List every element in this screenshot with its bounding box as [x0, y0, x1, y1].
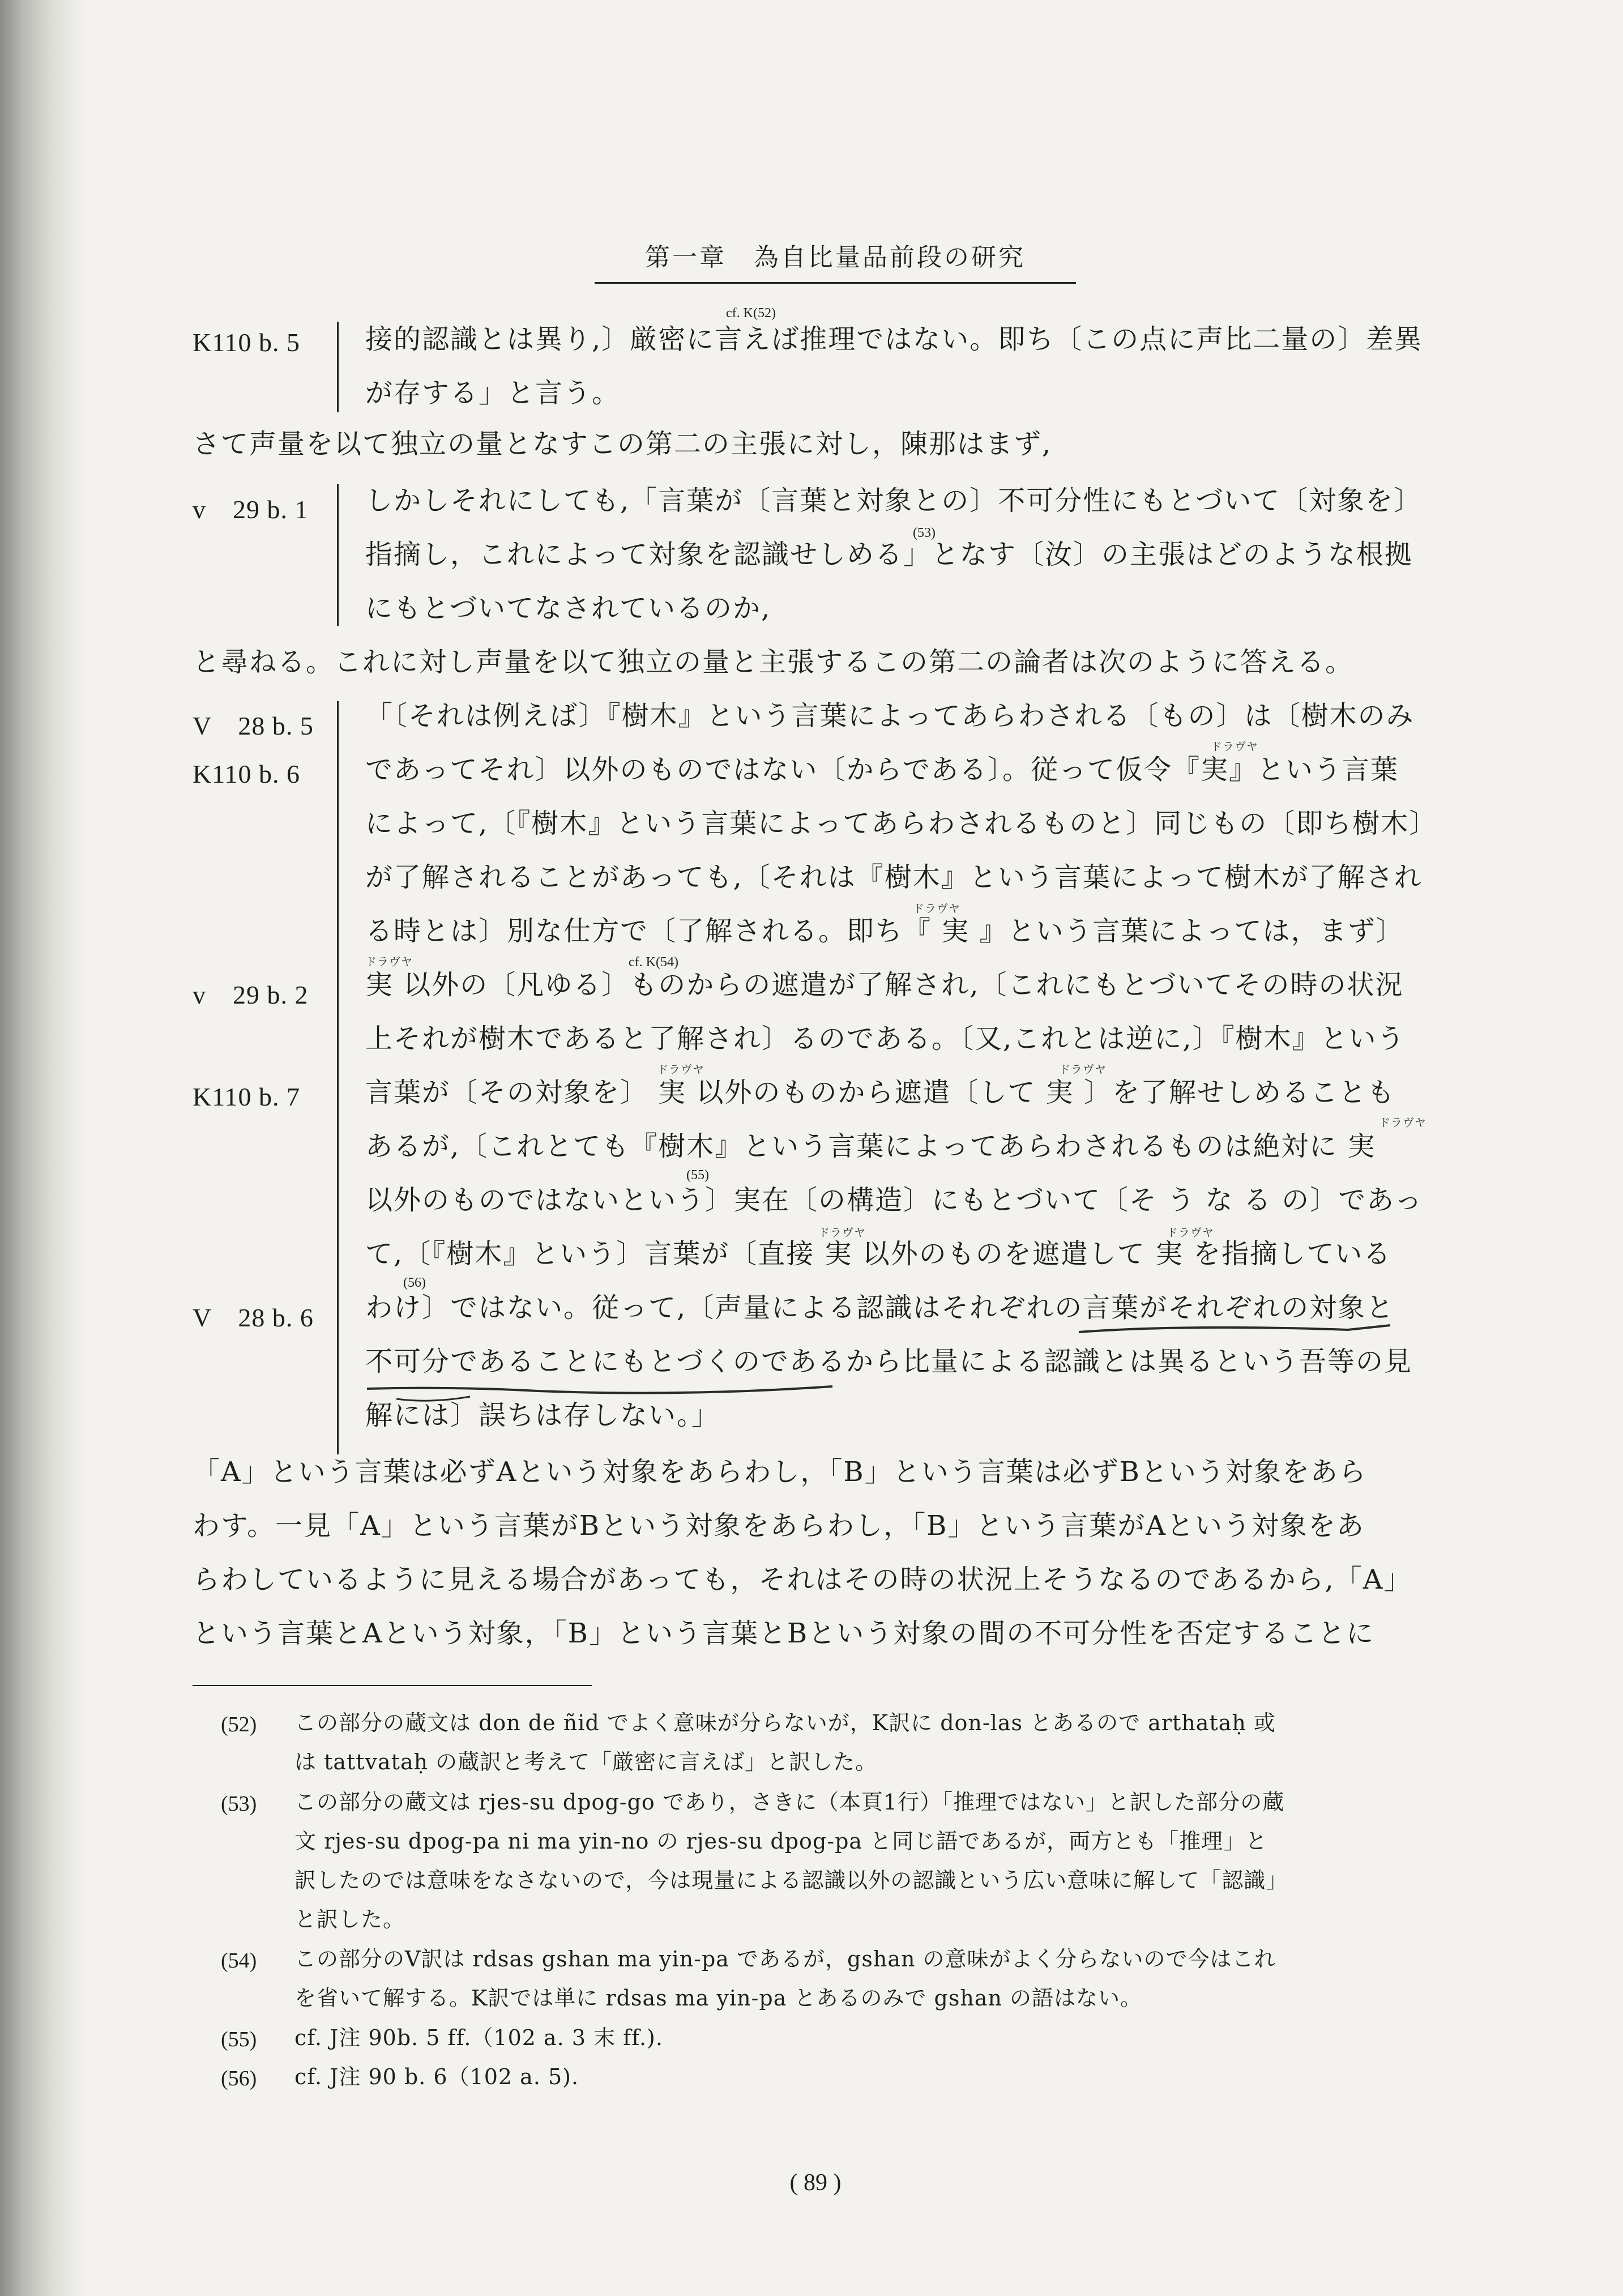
footnote-53-line-2: 文 rjes-su dpog-pa ni ma yin-no の rjes-su dpog-pa と同じ語であるが，両方とも「推理」と — [294, 1829, 1268, 1854]
footnote-56-number: (56) — [221, 2067, 257, 2090]
ref-v28-b6: V 28 b. 6 — [193, 1303, 314, 1332]
footnote-53-line-3: 訳したのでは意味をなさないので，今は現量による認識以外の認識という広い意味に解して「認識」 — [294, 1868, 1288, 1893]
quote-3-line-4: が了解されることがあっても,〔それは『樹木』という言葉によって樹木が了解され — [365, 861, 1423, 893]
ruby-dravya-8: ドラヴヤ — [1167, 1226, 1214, 1239]
paragraph-3-line-3: らわしているように見える場合があっても，それはその時の状況上そうなるのであるから,「A」 — [193, 1564, 1412, 1595]
footnote-55-number: (55) — [221, 2028, 257, 2051]
ruby-dravya-4: ドラヴヤ — [657, 1062, 704, 1076]
page-number: ( 89 ) — [789, 2170, 842, 2196]
ref-k110-b5: K110 b. 5 — [193, 328, 301, 357]
quote-2-line-1: しかしそれにしても,「言葉が〔言葉と対象との〕不可分性にもとづいて〔対象を〕 — [365, 485, 1423, 517]
quote-3-line-11: て,〔『樹木』という〕言葉が〔直接 実 以外のものを遮遣して 実 を指摘している — [365, 1238, 1392, 1270]
footnote-53-line-1: この部分の蔵文は rjes-su dpog-go であり，さきに（本頁1行）「推理ではない」と訳した部分の蔵 — [294, 1790, 1285, 1815]
quote-3-line-8: 言葉が〔その対象を〕 実 以外のものから遮遣〔して 実 〕を了解せしめることも — [365, 1077, 1396, 1108]
quote-3-line-1: 「〔それは例えば〕『樹木』という言葉によってあらわされる〔もの〕は〔樹木のみ — [365, 700, 1415, 732]
footnote-ref-55: (55) — [686, 1168, 709, 1183]
footnote-53-line-4: と訳した。 — [294, 1907, 405, 1932]
quote-2-line-3: にもとづいてなされているのか, — [365, 592, 771, 624]
paragraph-1: さて声量を以て独立の量となすこの第二の主張に対し，陳那はまず, — [193, 428, 1052, 460]
paragraph-3-line-4: という言葉とAという対象，「B」という言葉とBという対象の間の不可分性を否定することに — [193, 1618, 1375, 1649]
footnote-54-line-1: この部分のV訳は rdsas gshan ma yin-pa であるが，gshan の意味がよく分らないので今はこれ — [294, 1947, 1276, 1971]
footnote-52-line-1: この部分の蔵文は don de ñid でよく意味が分らないが，K訳に don-las とあるので arthataḥ 或 — [294, 1710, 1276, 1735]
running-header: 第一章 為自比量品前段の研究 — [595, 237, 1076, 284]
quote-bar-3 — [337, 701, 339, 1454]
footnote-53-number: (53) — [221, 1792, 257, 1816]
quote-bar-2 — [337, 484, 339, 626]
quote-1-line-1: 接的認識とは異り,〕厳密に言えば推理ではない。即ち〔この点に声比二量の〕差異 — [365, 323, 1423, 355]
quote-3-line-12: わけ〕ではない。従って,〔声量による認識はそれぞれの言葉がそれぞれの対象と — [365, 1292, 1395, 1324]
footnote-separator — [193, 1685, 592, 1686]
ruby-dravya-7: ドラヴヤ — [818, 1226, 866, 1239]
ref-k110-b7: K110 b. 7 — [193, 1082, 301, 1111]
quote-2-line-2: 指摘し，これによって対象を認識せしめる」となす〔汝〕の主張はどのような根拠 — [365, 539, 1413, 570]
ruby-dravya-1: ドラヴヤ — [1211, 740, 1258, 753]
footnote-54-line-2: を省いて解する。K訳では単に rdsas ma yin-pa とあるのみで gshan の語はない。 — [294, 1986, 1143, 2011]
quote-1-line-2: が存する」と言う。 — [365, 377, 621, 409]
quote-bar-1 — [337, 322, 339, 412]
ruby-dravya-5: ドラヴヤ — [1059, 1062, 1107, 1076]
paragraph-2: と尋ねる。これに対し声量を以て独立の量と主張するこの第二の論者は次のように答える。 — [193, 646, 1354, 678]
ruby-dravya-2: ドラヴヤ — [913, 902, 960, 915]
footnote-54-number: (54) — [221, 1949, 257, 1973]
ref-v28-b5: V 28 b. 5 — [193, 711, 314, 740]
paragraph-3-line-1: 「A」という言葉は必ずAという対象をあらわし，「B」という言葉は必ずBという対象をあら — [193, 1456, 1367, 1488]
quote-3-line-2: であってそれ〕以外のものではない〔からである〕。従って仮令『実』という言葉 — [365, 754, 1399, 786]
quote-3-line-9: あるが,〔これとても『樹木』という言葉によってあらわされるものは絶対に 実 — [365, 1130, 1376, 1162]
quote-3-line-5: る時とは〕別な仕方で〔了解される。即ち『 実 』という言葉によっては，まず〕 — [365, 915, 1404, 947]
cf-note-54: cf. K(54) — [629, 955, 678, 970]
ruby-dravya-6: ドラヴヤ — [1379, 1116, 1426, 1129]
quote-3-line-6: 実 以外の〔凡ゆる〕ものからの遮遣が了解され,〔これにもとづいてその時の状況 — [365, 969, 1404, 1001]
quote-3-line-10: 以外のものではないという〕実在〔の構造〕にもとづいて〔そ う な る の〕であっ — [365, 1184, 1423, 1216]
ref-v29-b1: v 29 b. 1 — [193, 495, 309, 524]
quote-3-line-3: によって,〔『樹木』という言葉によってあらわされるものと〕同じもの〔即ち樹木〕 — [365, 808, 1438, 839]
quote-3-line-14: 解には〕誤ちは存しない。」 — [365, 1399, 720, 1431]
footnote-ref-56: (56) — [403, 1275, 426, 1290]
footnote-52-number: (52) — [221, 1713, 257, 1736]
cf-note-52: cf. K(52) — [726, 306, 776, 321]
footnote-55-line-1: cf. J注 90b. 5 ff.（102 a. 3 末 ff.). — [294, 2025, 663, 2050]
quote-3-line-13: 不可分であることにもとづくのであるから比量による認識とは異るという吾等の見 — [365, 1346, 1413, 1377]
paragraph-3-line-2: わす。一見「A」という言葉がBという対象をあらわし，「B」という言葉がAという対象をあ — [193, 1510, 1365, 1542]
quote-3-line-7: 上それが樹木であると了解され〕るのである。〔又,これとは逆に,〕『樹木』という — [365, 1023, 1406, 1055]
ref-v29-b2: v 29 b. 2 — [193, 980, 309, 1009]
footnote-56-line-1: cf. J注 90 b. 6（102 a. 5). — [294, 2064, 579, 2089]
footnote-52-line-2: は tattvataḥ の蔵訳と考えて「厳密に言えば」と訳した。 — [294, 1749, 878, 1774]
scan-shadow-edge — [0, 0, 85, 2296]
ref-k110-b6: K110 b. 6 — [193, 759, 301, 788]
footnote-ref-53: (53) — [913, 526, 936, 540]
ruby-dravya-3: ドラヴヤ — [365, 955, 413, 968]
